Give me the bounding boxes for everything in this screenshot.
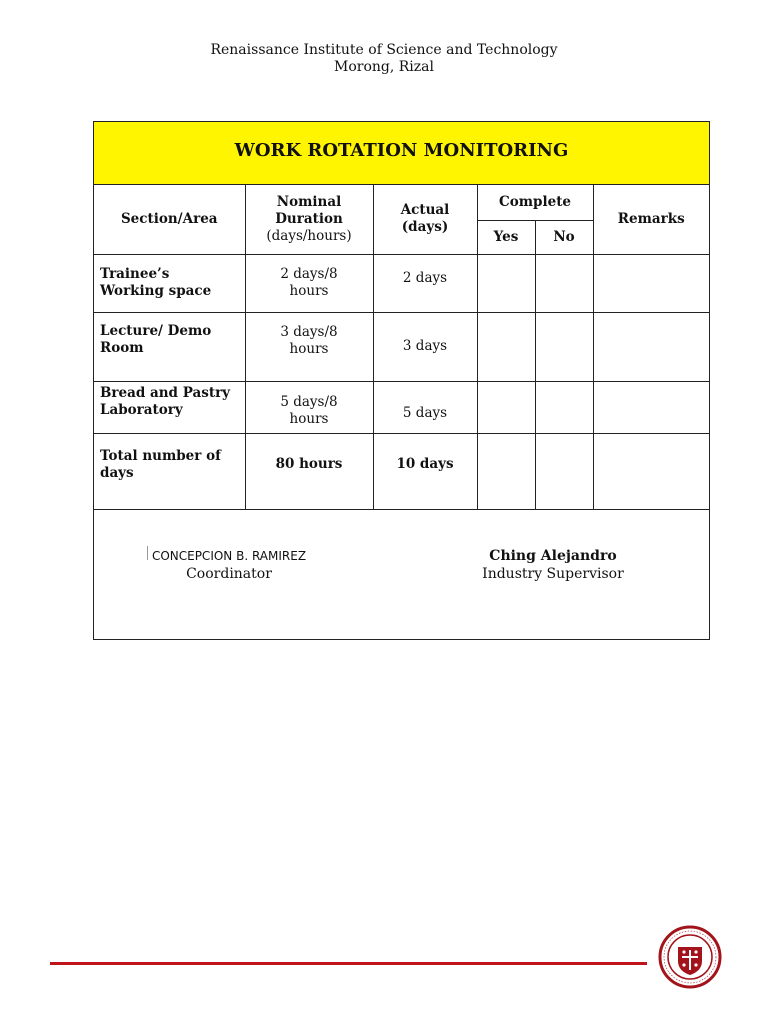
row-remarks-cell[interactable] (593, 381, 709, 433)
column-header-nominal: Nominal Duration (days/hours) (245, 185, 373, 254)
row-no-cell[interactable] (535, 381, 593, 433)
table-header-row (94, 185, 709, 220)
row-remarks-cell[interactable] (593, 254, 709, 312)
row-no-cell[interactable] (535, 254, 593, 312)
column-header-remarks: Remarks (593, 185, 709, 254)
total-label: Total number of days (94, 433, 245, 509)
row-yes-cell[interactable] (477, 381, 535, 433)
total-yes-cell[interactable] (477, 433, 535, 509)
column-header-complete: Complete (477, 185, 593, 220)
supervisor-role: Industry Supervisor (482, 566, 624, 582)
column-header-yes: Yes (477, 220, 535, 254)
total-remarks-cell[interactable] (593, 433, 709, 509)
total-row (94, 433, 709, 509)
column-header-actual: Actual (days) (373, 185, 477, 254)
rotation-table (94, 185, 709, 510)
total-no-cell[interactable] (535, 433, 593, 509)
row-remarks-cell[interactable] (593, 312, 709, 381)
total-actual: 10 days (373, 433, 477, 509)
row-section: Trainee’s Working space (94, 254, 245, 312)
rotation-form (93, 121, 710, 640)
form-title: WORK ROTATION MONITORING (234, 140, 569, 161)
row-no-cell[interactable] (535, 312, 593, 381)
footer-divider (50, 962, 647, 965)
row-yes-cell[interactable] (477, 254, 535, 312)
coordinator-signature (149, 547, 309, 583)
coordinator-name: CONCEPCION B. RAMIREZ (151, 549, 307, 563)
row-actual: 2 days (373, 254, 477, 312)
row-yes-cell[interactable] (477, 312, 535, 381)
row-nominal: 3 days/8 hours (245, 312, 373, 381)
row-section: Bread and Pastry Laboratory (94, 381, 245, 433)
text-cursor (147, 546, 148, 560)
institution-location: Morong, Rizal (334, 59, 434, 75)
column-header-no: No (535, 220, 593, 254)
school-seal-icon (658, 925, 722, 989)
table-row (94, 381, 709, 433)
row-nominal: 2 days/8 hours (245, 254, 373, 312)
institution-name: Renaissance Institute of Science and Technology (210, 42, 558, 58)
form-title-bar (94, 122, 709, 185)
row-section: Lecture/ Demo Room (94, 312, 245, 381)
row-nominal: 5 days/8 hours (245, 381, 373, 433)
coordinator-role: Coordinator (186, 566, 272, 582)
column-header-section: Section/Area (94, 185, 245, 254)
total-nominal: 80 hours (245, 433, 373, 509)
row-actual: 3 days (373, 312, 477, 381)
document-header (0, 42, 768, 76)
row-actual: 5 days (373, 381, 477, 433)
supervisor-signature (464, 547, 642, 583)
table-row (94, 254, 709, 312)
supervisor-name: Ching Alejandro (489, 548, 617, 564)
table-row (94, 312, 709, 381)
